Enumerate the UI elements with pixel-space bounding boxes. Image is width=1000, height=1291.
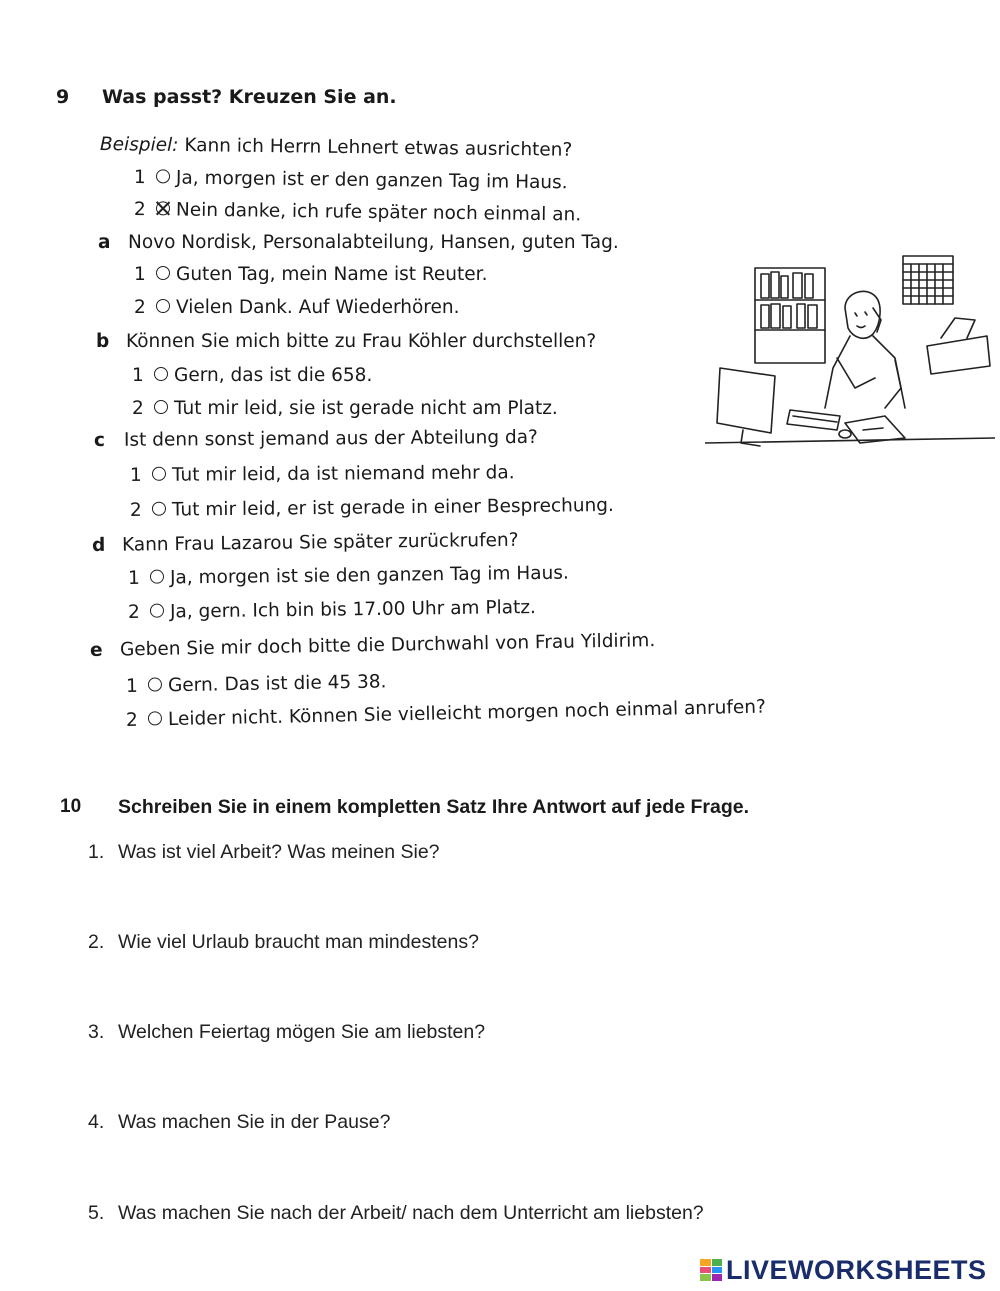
- logo-text: LIVEWORKSHEETS: [726, 1254, 987, 1285]
- option-d-1[interactable]: 1 Ja, morgen ist sie den ganzen Tag im Haus.: [127, 562, 569, 589]
- question-a: a Novo Nordisk, Personalabteilung, Hansen, guten Tag.: [98, 232, 619, 253]
- radio-circle[interactable]: [152, 467, 166, 481]
- office-phone-illustration: [705, 238, 995, 463]
- radio-circle[interactable]: [154, 367, 168, 381]
- question-1: 1. Was ist viel Arbeit? Was meinen Sie?: [88, 841, 440, 863]
- radio-circle[interactable]: [148, 711, 162, 725]
- option-a-1[interactable]: 1 Guten Tag, mein Name ist Reuter.: [134, 264, 488, 285]
- question-2: 2. Wie viel Urlaub braucht man mindestens?: [88, 931, 479, 953]
- option-d-2[interactable]: 2 Ja, gern. Ich bin bis 17.00 Uhr am Platz.: [127, 597, 536, 623]
- radio-circle[interactable]: [156, 299, 170, 313]
- radio-circle: [156, 169, 170, 183]
- example-option-2: 2 Nein danke, ich rufe später noch einmal an.: [133, 199, 582, 226]
- example-question-text: Kann ich Herrn Lehnert etwas ausrichten?: [184, 135, 573, 161]
- exercise-number: 9: [56, 86, 70, 108]
- option-e-1[interactable]: 1 Gern. Das ist die 45 38.: [125, 671, 387, 697]
- example-label: Beispiel:: [99, 134, 179, 156]
- option-b-2[interactable]: 2 Tut mir leid, sie ist gerade nicht am Platz.: [132, 398, 558, 419]
- example-question: [100, 134, 573, 161]
- radio-circle[interactable]: [150, 604, 164, 618]
- radio-circle[interactable]: [150, 570, 164, 584]
- question-d: d Kann Frau Lazarou Sie später zurückrufen?: [91, 529, 519, 556]
- option-b-1[interactable]: 1 Gern, das ist die 658.: [132, 365, 373, 386]
- radio-circle[interactable]: [154, 400, 168, 414]
- option-c-2[interactable]: 2 Tut mir leid, er ist gerade in einer Besprechung.: [129, 494, 614, 521]
- liveworksheets-logo[interactable]: [700, 1255, 987, 1285]
- example-option-1: 1 Ja, morgen ist er den ganzen Tag im Haus.: [133, 167, 568, 194]
- question-b: b Können Sie mich bitte zu Frau Köhler durchstellen?: [96, 331, 597, 352]
- logo-grid-icon: [700, 1259, 722, 1281]
- option-c-1[interactable]: 1 Tut mir leid, da ist niemand mehr da.: [129, 462, 515, 486]
- option-e-2[interactable]: 2 Leider nicht. Können Sie vielleicht morgen noch einmal anrufen?: [125, 696, 767, 731]
- exercise-title: Was passt? Kreuzen Sie an.: [102, 86, 397, 108]
- question-5: 5. Was machen Sie nach der Arbeit/ nach dem Unterricht am liebsten?: [88, 1202, 704, 1224]
- question-c: c Ist denn sonst jemand aus der Abteilung da?: [93, 426, 538, 451]
- question-4: 4. Was machen Sie in der Pause?: [88, 1111, 391, 1133]
- radio-circle[interactable]: [148, 677, 162, 691]
- radio-circle[interactable]: [152, 502, 166, 516]
- option-a-2[interactable]: 2 Vielen Dank. Auf Wiederhören.: [134, 297, 460, 318]
- checked-circle: [156, 201, 170, 215]
- exercise-number: 10: [60, 796, 82, 817]
- exercise-title: Schreiben Sie in einem kompletten Satz Ihre Antwort auf jede Frage.: [118, 796, 749, 818]
- question-3: 3. Welchen Feiertag mögen Sie am liebsten?: [88, 1021, 486, 1043]
- question-e: e Geben Sie mir doch bitte die Durchwahl von Frau Yildirim.: [89, 630, 656, 661]
- radio-circle[interactable]: [156, 266, 170, 280]
